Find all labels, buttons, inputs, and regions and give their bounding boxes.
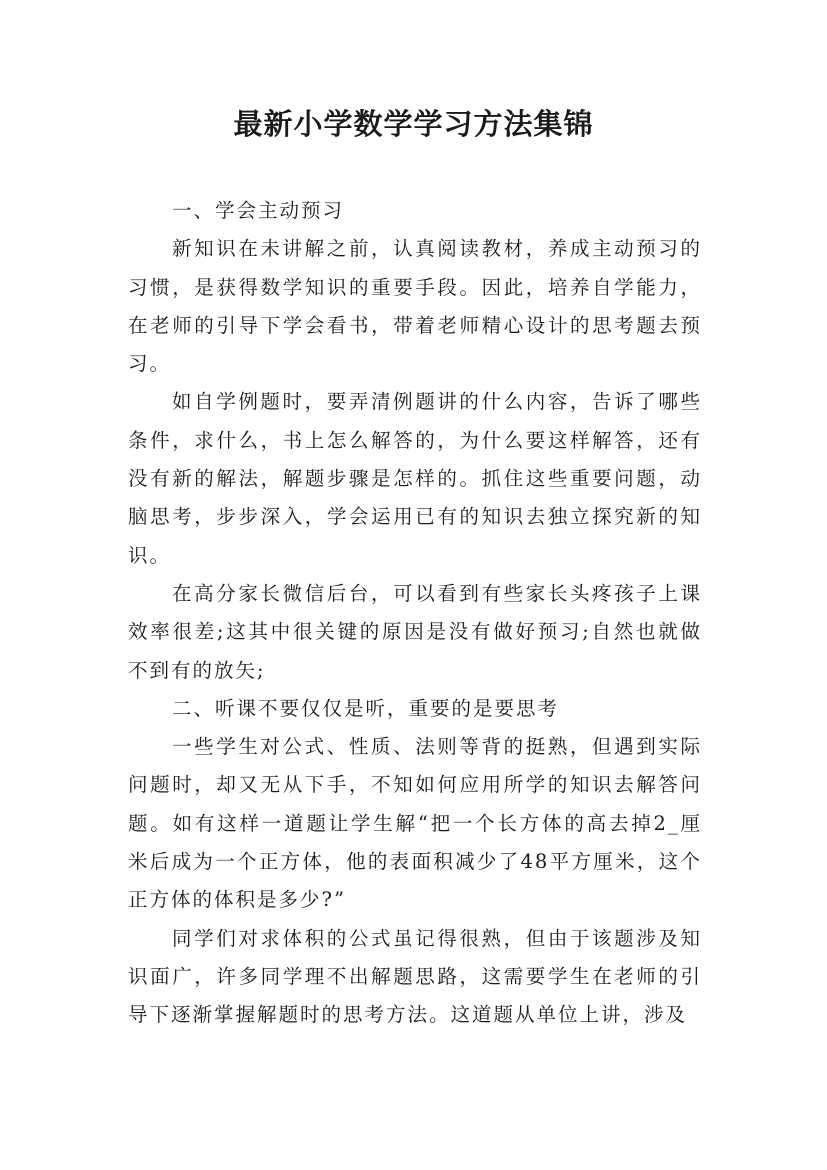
paragraph: 一些学生对公式、性质、法则等背的挺熟，但遇到实际问题时，却又无从下手，不知如何应用所学的知识去解答问题。如有这样一道题让学生解“把一个长方体的高去掉2_厘米后成为一个正方体，他的表面积减少了48平方厘米，这个正方体的体积是多少?”	[128, 735, 702, 912]
section-heading-2: 二、听课不要仅仅是听，重要的是要思考	[172, 696, 560, 720]
paragraph: 在高分家长微信后台，可以看到有些家长头疼孩子上课效率很差;这其中很关键的原因是没有做好预习;自然也就做不到有的放矢;	[128, 581, 702, 682]
paragraph: 新知识在未讲解之前，认真阅读教材，养成主动预习的习惯，是获得数学知识的重要手段。因此，培养自学能力，在老师的引导下学会看书，带着老师精心设计的思考题去预习。	[128, 237, 702, 376]
section-heading-1: 一、学会主动预习	[172, 199, 345, 222]
document-title: 最新小学数学学习方法集锦	[233, 107, 594, 141]
document-body	[128, 192, 702, 1035]
paragraph: 同学们对求体积的公式虽记得很熟，但由于该题涉及知识面广，许多同学理不出解题思路，这需要学生在老师的引导下逐渐掌握解题时的思考方法。这道题从单位上讲，涉及	[128, 926, 702, 1027]
paragraph: 如自学例题时，要弄清例题讲的什么内容，告诉了哪些条件，求什么，书上怎么解答的，为什么要这样解答，还有没有新的解法，解题步骤是怎样的。抓住这些重要问题，动脑思考，步步深入，学会运用已有的知识去独立探究新的知识。	[128, 390, 702, 567]
